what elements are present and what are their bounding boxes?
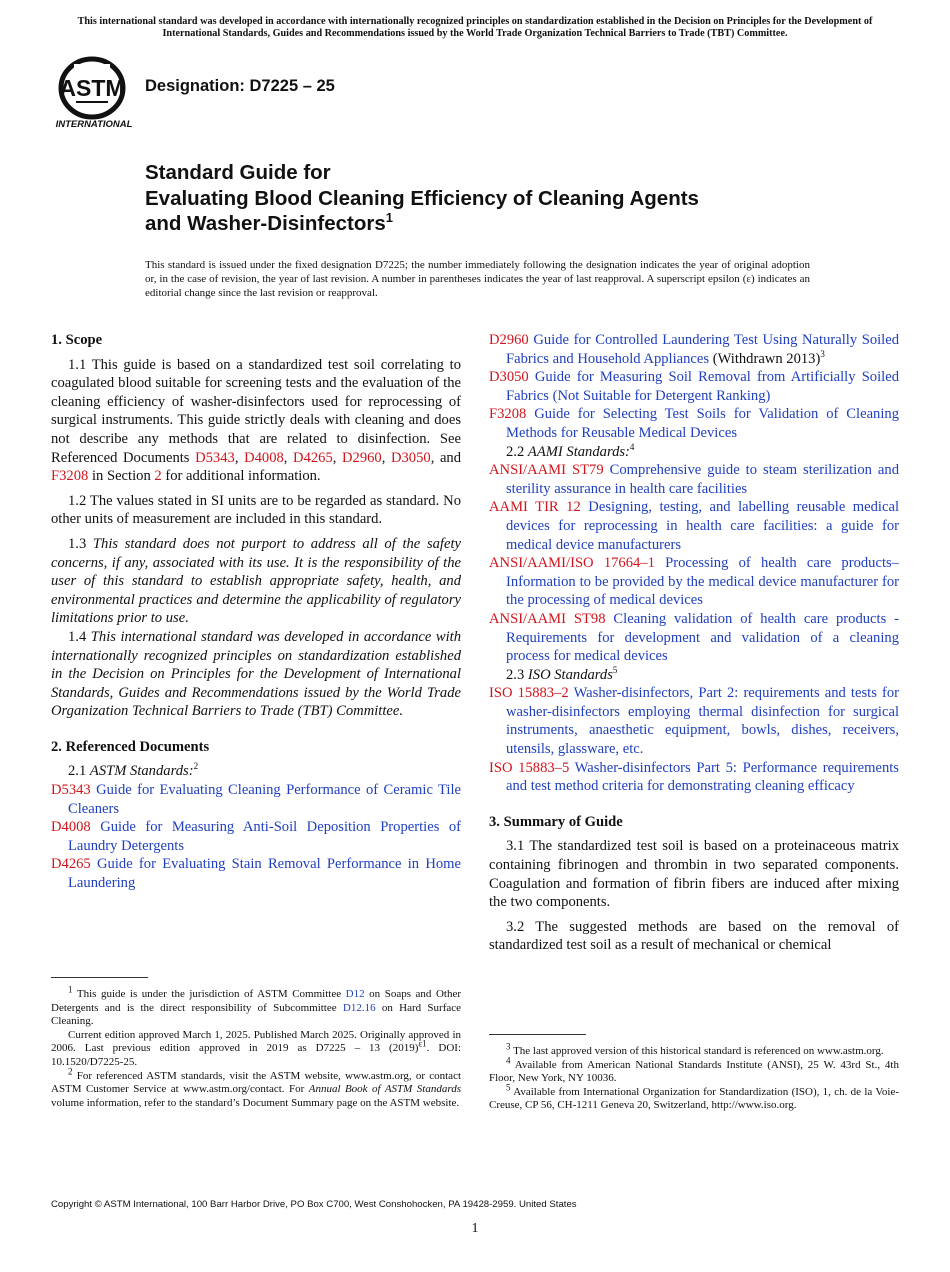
footnote-2-text-b: volume information, refer to the standard’s Document Summary page on the ASTM website. (51, 1096, 460, 1109)
page-number: 1 (471, 1221, 479, 1236)
ref-item-st79 (489, 461, 899, 498)
ref-link-f3208[interactable]: F3208 (51, 468, 89, 485)
footnote-2 (51, 1065, 462, 1111)
ref-title-link[interactable]: Comprehensive guide to steam sterilization and sterility assurance in health care facilities (506, 462, 900, 497)
ref-link-d4265[interactable]: D4265 (293, 449, 333, 466)
copyright-line: Copyright © ASTM International, 100 Barr Harbor Drive, PO Box C700, West Conshohocken, PA 19428-2959. United States (51, 1199, 577, 1210)
ref-code[interactable]: AAMI TIR 12 (489, 499, 581, 516)
ref-code[interactable]: ISO 15883–5 (489, 759, 570, 776)
ref-item-st98 (489, 610, 899, 666)
ref-link-d4008[interactable]: D4008 (244, 449, 284, 466)
epsilon-mark: ε1 (418, 1038, 427, 1049)
ref-code[interactable]: ANSI/AAMI/ISO 17664–1 (489, 555, 655, 572)
para-3-1: 3.1 The standardized test soil is based on a proteinaceous matrix containing fibrinogen and thrombin in two separated components. Coagulation and formation of fibrin fibers are induced after mixing the two components. (489, 838, 899, 911)
logo-word: INTERNATIONAL (55, 119, 133, 130)
logo-letters: ASTM (59, 75, 125, 101)
ref-code[interactable]: D3050 (489, 369, 529, 386)
subsection-2-3-label: ISO Standards (527, 666, 613, 683)
subsection-2-1 (51, 762, 461, 781)
ref-link-d5343[interactable]: D5343 (195, 449, 235, 466)
para-3-2: 3.2 The suggested methods are based on the removal of standardized test soil as a result of mechanical or chemical (489, 918, 899, 954)
footnote-3 (489, 1041, 899, 1059)
para-1-4 (51, 628, 461, 721)
document-title (145, 160, 865, 237)
ref-item-d4265 (51, 855, 461, 892)
astm-logo (54, 56, 134, 130)
ref-title-link[interactable]: Guide for Selecting Test Soils for Validation of Cleaning Methods for Reusable Medical Devices (506, 406, 899, 441)
ref-item-f3208 (489, 405, 899, 442)
footnote-1 (51, 984, 462, 1029)
ref-title-link[interactable]: Guide for Controlled Laundering Test Using Naturally Soiled Fabrics and Household Appliances (506, 332, 900, 367)
para-1-3-num: 1.3 (68, 535, 87, 552)
title-line-2: Evaluating Blood Cleaning Efficiency of Cleaning Agents (145, 186, 699, 210)
right-column (489, 331, 899, 955)
para-1-1: 1.1 This guide is based on a standardized test soil correlating to coagulated blood suitable for screening tests and the evaluation of the cleaning efficiency of washer-disinfectors used for reprocessing of surgical instruments. This guide strictly deals with cleaning and does not describe any methods that are related to disinfection. See Referenced Documents D5343, D4008, D4265, D2960, D3050, and F3208 in Section 2 for additional information. (51, 356, 462, 485)
ref-item-d5343 (51, 781, 461, 818)
footnote-5 (489, 1082, 899, 1113)
designation: Designation: D7225 – 25 (145, 77, 335, 95)
edition-text: Current edition approved March 1, 2025. Published March 2025. Originally approved in 2006. Last previous edition approved in 2019 as D7225 – 13 (2019) (51, 1028, 461, 1055)
footnote-3-mark: 3 (506, 1041, 511, 1052)
section-1-heading: 1. Scope (51, 332, 103, 348)
title-footnote-mark[interactable]: 1 (385, 210, 393, 226)
footnote-4-text: Available from American National Standards Institute (ANSI), 25 W. 43rd St., 4th Floor, New York, NY 10036. (489, 1058, 899, 1085)
footnote-mark-4[interactable]: 4 (629, 441, 635, 452)
ref-item-d4008 (51, 818, 461, 855)
footnotes-left (51, 977, 461, 1110)
para-1-3 (51, 535, 461, 628)
para-1-1-text: 1.1 This guide is based on a standardized test soil correlating to coagulated blood suitable for screening tests and the evaluation of the cleaning efficiency of washer-disinfectors used for reprocessing of surgical instruments. This guide strictly deals with cleaning and does not describe any methods that are related to disinfection. See Referenced Documents (51, 356, 461, 466)
para-1-2: 1.2 The values stated in SI units are to be regarded as standard. No other units of measurement are included in this standard. (51, 492, 461, 528)
footnote-mark-2[interactable]: 2 (193, 761, 199, 772)
ref-code[interactable]: F3208 (489, 406, 527, 423)
ref-link-d3050[interactable]: D3050 (390, 449, 431, 466)
footnote-2-italic: Annual Book of ASTM Standards (308, 1083, 462, 1096)
footnote-3-text: The last approved version of this historical standard is referenced on www.astm.org. (513, 1045, 884, 1057)
ref-code[interactable]: D5343 (51, 782, 91, 799)
footnote-1-text-a: This guide is under the jurisdiction of ASTM Committee (76, 988, 342, 1000)
subsection-2-2-label: AAMI Standards: (527, 443, 630, 460)
para-1-4-num: 1.4 (68, 628, 87, 645)
ref-title-link[interactable]: Cleaning validation of health care products - Requirements for development and validation of a cleaning process for medical devices (506, 610, 899, 665)
ref-item-iso-15883-5 (489, 759, 899, 796)
footnotes-right (489, 1034, 899, 1113)
footnote-1-text-c: on Hard Surface Cleaning. (51, 1001, 462, 1028)
ref-item-iso-15883-2 (489, 684, 899, 758)
footnote-4-mark: 4 (506, 1054, 511, 1065)
footnote-1-text-b: on Soaps and Other Detergents and is the direct responsibility of Subcommittee (51, 988, 461, 1014)
title-line-3-text: and Washer-Disinfectors (145, 212, 386, 235)
ref-code[interactable]: ISO 15883–2 (489, 685, 569, 702)
ref-code[interactable]: D2960 (489, 332, 529, 348)
ref-title-link[interactable]: Guide for Evaluating Cleaning Performance of Ceramic Tile Cleaners (68, 782, 461, 817)
footnote-5-text: Available from International Organization for Standardization (ISO), 1, ch. de la Voie-Creuse, CP 56, CH-1211 Geneva 20, Switzerland, http://www.iso.org. (489, 1085, 899, 1112)
subsection-2-1-label: ASTM Standards: (89, 763, 194, 780)
ref-title-link[interactable]: Washer-disinfectors, Part 2: requirements and tests for washer-disinfectors employing thermal disinfection for surgical instruments, anaesthetic equipment, bowls, dishes, receivers, utensils, glassware, etc. (506, 685, 899, 758)
ref-title-link[interactable]: Guide for Evaluating Stain Removal Performance in Home Laundering (68, 856, 461, 892)
subsection-2-3-num: 2.3 (506, 666, 525, 683)
ref-title-link[interactable]: Designing, testing, and labelling reusable medical devices for reprocessing in health care facilities: a guide for medical device manufacturers (506, 499, 899, 553)
para-1-4-text: This international standard was developed in accordance with internationally recognized principles on standardization established in the Decision on Principles for the Development of International Standards, Guides and Recommendations issued by the World Trade Organization Technical Barriers to Trade (TBT) Committee. (51, 628, 462, 720)
ref-title-link[interactable]: Processing of health care products–Information to be provided by the medical device manufacturer for the processing of medical devices (506, 555, 899, 609)
footnote-1-edition (51, 1029, 461, 1070)
footnote-2-text-a: For referenced ASTM standards, visit the ASTM website, www.astm.org, or contact ASTM Customer Service at www.astm.org/contact. For (51, 1069, 462, 1096)
section-3-heading: 3. Summary of Guide (489, 813, 623, 830)
ref-item-tir12 (489, 498, 899, 554)
ref-code[interactable]: D4265 (51, 856, 91, 873)
doi-text: . DOI: 10.1520/D7225-25. (51, 1042, 461, 1068)
left-column (51, 331, 461, 893)
ref-code[interactable]: D4008 (51, 819, 91, 836)
footnote-5-mark: 5 (506, 1082, 511, 1093)
footnote-mark-5[interactable]: 5 (612, 664, 618, 675)
ref-code[interactable]: ANSI/AAMI ST79 (489, 462, 604, 479)
ref-code[interactable]: ANSI/AAMI ST98 (489, 610, 606, 627)
subsection-2-2 (489, 443, 899, 462)
section-2-link[interactable]: 2 (154, 468, 162, 485)
subcommittee-d12-16-link[interactable]: D12.16 (342, 1001, 376, 1014)
issuance-note: This standard is issued under the fixed designation D7225; the number immediately following the designation indicates the year of original adoption or, in the case of revision, the year of last revision. A number in parentheses indicates the year of last reapproval. A superscript epsilon (ε) indicates an editorial change since the last revision or reapproval. (145, 259, 810, 299)
para-1-1-in-section: in Section (91, 468, 151, 485)
title-line-1: Standard Guide for (145, 161, 331, 184)
title-line-3 (145, 211, 865, 237)
footnote-mark-3[interactable]: 3 (820, 348, 825, 359)
ref-title-link[interactable]: Guide for Measuring Anti-Soil Deposition Properties of Laundry Detergents (68, 819, 461, 854)
para-1-1-and: and (439, 449, 462, 466)
ref-title-link[interactable]: Guide for Measuring Soil Removal from Artificially Soiled Fabrics (Not Suitable for Detergent Ranking) (506, 369, 899, 404)
para-1-1-end: for additional information. (165, 468, 321, 485)
ref-link-d2960[interactable]: D2960 (342, 449, 382, 466)
header-notice: This international standard was developed in accordance with internationally recognized principles on standardization established in the Decision on Principles for the Development of International Standards, Guides and Recommendations issued by the World Trade Organization Technical Barriers to Trade (TBT) Committee. (77, 16, 873, 39)
ref-item-d3050 (489, 368, 899, 405)
footnote-1-mark: 1 (68, 984, 73, 995)
subsection-2-1-num: 2.1 (68, 763, 87, 780)
section-2-heading: 2. Referenced Documents (51, 738, 210, 755)
ref-item-17664 (489, 554, 899, 610)
subsection-2-2-num: 2.2 (506, 443, 525, 460)
footnote-2-mark: 2 (68, 1065, 73, 1076)
ref-item-d2960 (489, 331, 899, 368)
withdrawn-note: (Withdrawn 2013) (712, 350, 821, 367)
para-1-3-text: This standard does not purport to address all of the safety concerns, if any, associated with its use. It is the responsibility of the user of this standard to establish appropriate safety, health, and environmental practices and determine the applicability of regulatory limitations prior to use. (51, 535, 461, 627)
committee-d12-link[interactable]: D12 (345, 988, 365, 1000)
subsection-2-3 (489, 666, 899, 685)
footnote-4 (489, 1054, 899, 1086)
ref-title-link[interactable]: Washer-disinfectors Part 5: Performance requirements and test method criteria for demonstrating cleaning efficacy (506, 759, 899, 795)
